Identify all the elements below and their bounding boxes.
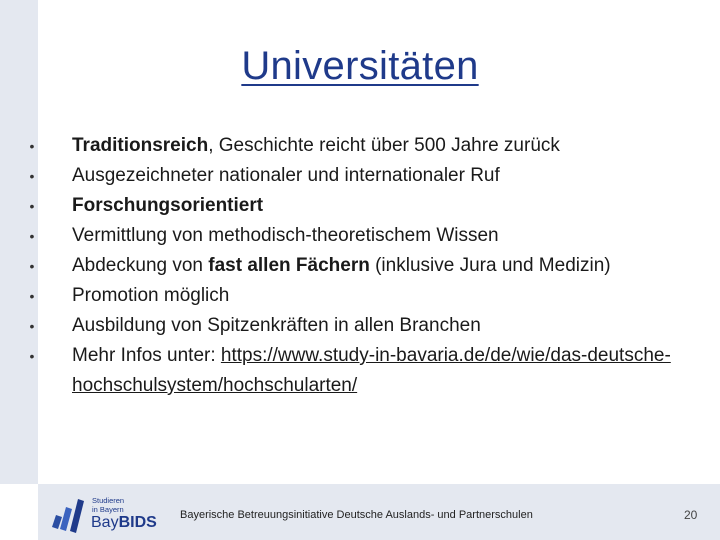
bullet-text: Promotion möglich (72, 285, 230, 306)
bullet-item (22, 161, 702, 191)
bullet-marker: • (29, 138, 35, 154)
bullet-item (22, 221, 702, 251)
bullet-text: Ausgezeichneter nationaler und internationaler Ruf (72, 165, 500, 186)
bullet-marker: • (29, 318, 35, 334)
bullet-item (22, 191, 702, 221)
bullet-item (22, 311, 702, 341)
bullet-marker: • (29, 258, 35, 274)
logo-line: Studieren (92, 496, 125, 505)
bullet-prefix: Mehr Infos unter: (72, 345, 221, 366)
bullet-emphasis: Forschungsorientiert (72, 195, 264, 216)
footer-text: Bayerische Betreuungsinitiative Deutsche Auslands- und Partnerschulen (180, 509, 533, 521)
logo-caption (92, 496, 124, 514)
info-link[interactable]: https://www.study-in-bavaria.de/de/wie/das-deutsche-hochschulsystem/hochschularten/ (72, 345, 671, 396)
bullet-emphasis: Traditionsreich (72, 135, 209, 156)
logo-brand-part: BIDS (118, 514, 157, 531)
bullet-item (22, 131, 702, 161)
bullet-text: , Geschichte reicht über 500 Jahre zurück (208, 135, 560, 156)
bullet-item (22, 281, 702, 311)
bullet-emphasis: fast allen Fächern (208, 255, 370, 276)
page-number: 20 (684, 508, 698, 522)
bullet-marker: • (29, 198, 35, 214)
logo-brand (91, 514, 157, 532)
bullet-text: (inklusive Jura und Medizin) (369, 255, 611, 276)
bullet-text: Vermittlung von methodisch-theoretischem Wissen (72, 225, 499, 246)
bullet-marker: • (29, 288, 35, 304)
bullet-prefix: Abdeckung von (72, 255, 209, 276)
slide-title: Universitäten (241, 44, 479, 88)
bullet-item (22, 341, 702, 401)
bullet-marker: • (29, 348, 35, 364)
logo-brand-part: Bay (91, 514, 119, 531)
bullet-marker: • (29, 168, 35, 184)
bullet-item (22, 251, 702, 281)
bullet-text: Ausbildung von Spitzenkräften in allen Branchen (72, 315, 481, 336)
bullet-list (22, 131, 702, 401)
logo-line: in Bayern (92, 505, 124, 514)
bullet-marker: • (29, 228, 35, 244)
